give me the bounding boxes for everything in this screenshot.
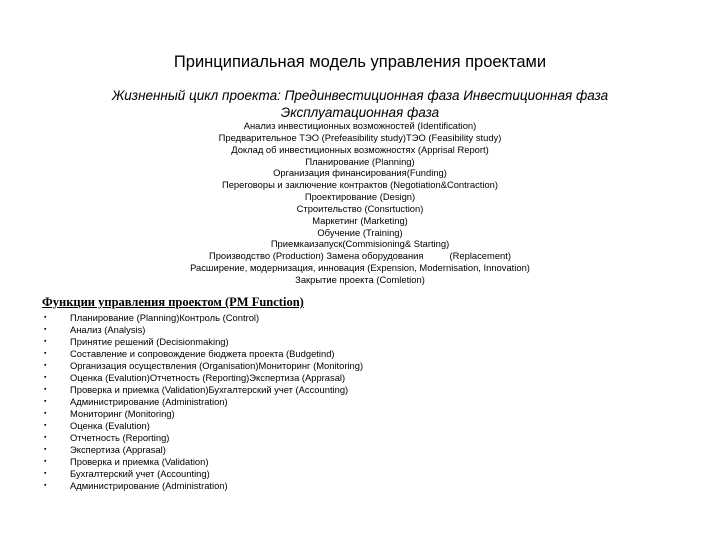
list-item	[44, 420, 363, 432]
bullet-icon: ▪	[44, 410, 47, 417]
lifecycle-phase-list	[0, 120, 720, 286]
list-item	[44, 324, 363, 336]
bullet-icon: ▪	[44, 326, 47, 333]
list-item	[44, 432, 363, 444]
list-item: Маркетинг (Marketing)	[312, 214, 408, 226]
list-item-label: Анализ (Analysis)	[70, 324, 146, 335]
bullet-icon: ▪	[44, 446, 47, 453]
list-item	[44, 408, 363, 420]
list-item-label: Оценка (Evalution)Отчетность (Reporting)Экспертиза (Apprasal)	[70, 372, 346, 383]
bullet-icon: ▪	[44, 422, 47, 429]
bullet-icon: ▪	[44, 350, 47, 357]
list-item	[44, 384, 363, 396]
bullet-icon: ▪	[44, 386, 47, 393]
list-item-label: Планирование (Planning)Контроль (Control)	[70, 312, 260, 323]
list-item: Планирование (Planning)	[305, 155, 415, 167]
list-item: Предварительное ТЭО (Prefeasibility study)ТЭО (Feasibility study)	[218, 131, 502, 143]
list-item: Закрытие проекта (Comletion)	[295, 273, 425, 285]
list-item-label: Экспертиза (Apprasal)	[70, 444, 166, 455]
list-item-label: Бухгалтерский учет (Accounting)	[70, 468, 210, 479]
list-item-label: Проверка и приемка (Validation)Бухгалтерский учет (Accounting)	[70, 384, 349, 395]
list-item: Доклад об инвестиционных возможностях (Apprisal Report)	[231, 143, 489, 155]
list-item	[44, 312, 363, 324]
list-item	[44, 456, 363, 468]
list-item: Переговоры и заключение контрактов (Negotiation&Contraction)	[221, 179, 499, 191]
bullet-icon: ▪	[44, 458, 47, 465]
bullet-icon: ▪	[44, 314, 47, 321]
list-item-label: Составление и сопровождение бюджета проекта (Budgetind)	[70, 348, 335, 359]
bullet-icon: ▪	[44, 434, 47, 441]
list-item	[44, 480, 363, 492]
bullet-icon: ▪	[44, 374, 47, 381]
page-title: Принципиальная модель управления проектами	[173, 53, 547, 71]
bullet-icon: ▪	[44, 470, 47, 477]
bullet-icon: ▪	[44, 338, 47, 345]
pm-function-heading: Функции управления проектом (PM Function)	[42, 295, 304, 309]
list-item-label: Оценка (Evalution)	[70, 420, 150, 431]
list-item: Строительство (Consrtuction)	[296, 202, 424, 214]
bullet-icon: ▪	[44, 482, 47, 489]
lifecycle-subtitle	[80, 87, 640, 121]
list-item: Расширение, модернизация, инновация (Expension, Modernisation, Innovation)	[190, 262, 530, 274]
list-item	[44, 348, 363, 360]
list-item	[44, 444, 363, 456]
list-item	[44, 336, 363, 348]
list-item: Организация финансирования(Funding)	[273, 167, 447, 179]
list-item: Анализ инвестиционных возможностей (Identification)	[243, 120, 477, 131]
list-item-label: Администрирование (Administration)	[70, 480, 228, 491]
list-item-label: Мониторинг (Monitoring)	[70, 408, 175, 419]
list-item	[44, 372, 363, 384]
list-item	[44, 360, 363, 372]
list-item	[44, 396, 363, 408]
list-item-label: Проверка и приемка (Validation)	[70, 456, 209, 467]
list-item-label: Администрирование (Administration)	[70, 396, 228, 407]
bullet-icon: ▪	[44, 398, 47, 405]
list-item: Обучение (Training)	[317, 226, 403, 238]
list-item: Проектирование (Design)	[304, 191, 416, 203]
bullet-icon: ▪	[44, 362, 47, 369]
lifecycle-subtitle-line2: Эксплуатационная фаза	[280, 105, 440, 120]
list-item	[44, 468, 363, 480]
pm-function-list	[44, 312, 363, 492]
list-item-label: Отчетность (Reporting)	[70, 432, 170, 443]
list-item-label: Организация осуществления (Organisation)Мониторинг (Monitoring)	[70, 360, 364, 371]
list-item-label: Принятие решений (Decisionmaking)	[70, 336, 229, 347]
list-item: Производство (Production) Замена оборудования (Replacement)	[208, 250, 511, 262]
list-item: Приемкаизапуск(Commisioning& Starting)	[270, 238, 450, 250]
lifecycle-subtitle-line1: Жизненный цикл проекта: Прединвестиционная фаза Инвестиционная фаза	[111, 88, 609, 103]
